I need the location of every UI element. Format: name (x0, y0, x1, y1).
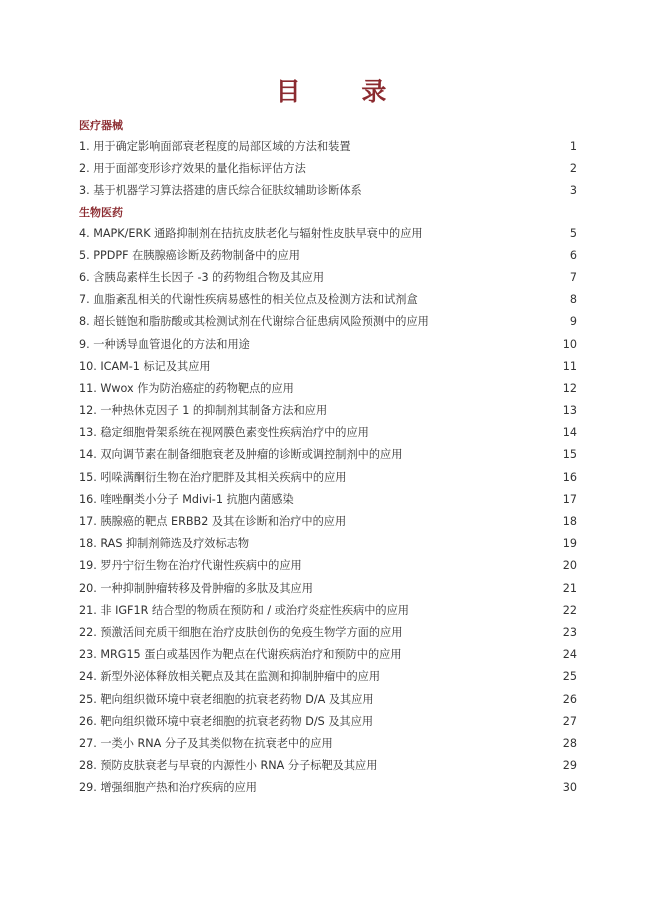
toc-entry-text: 11. Wwox 作为防治癌症的药物靶点的应用 (79, 381, 294, 395)
toc-entry-page: 22 (562, 603, 577, 617)
toc-entry-page: 2 (569, 162, 577, 176)
toc-entry[interactable] (79, 578, 577, 600)
toc-entry-text: 13. 稳定细胞骨架系统在视网膜色素变性疾病治疗中的应用 (79, 426, 369, 440)
toc-entry-page: 11 (562, 359, 577, 373)
toc-entry-text: 5. PPDPF 在胰腺癌诊断及药物制备中的应用 (79, 248, 300, 262)
toc-entry-page: 27 (562, 714, 577, 728)
toc-entry[interactable] (79, 467, 577, 489)
toc-entry[interactable] (79, 644, 577, 666)
toc-entry-text: 28. 预防皮肤衰老与早衰的内源性小 RNA 分子标靶及其应用 (79, 759, 378, 773)
toc-entry-text: 18. RAS 抑制剂筛选及疗效标志物 (79, 537, 250, 551)
toc-entry-text: 20. 一种抑制肿瘤转移及骨肿瘤的多肽及其应用 (79, 581, 313, 595)
toc-entry[interactable] (79, 444, 577, 466)
toc-entry-text: 4. MAPK/ERK 通路抑制剂在拮抗皮肤老化与辐射性皮肤早衰中的应用 (79, 226, 423, 240)
toc-entry-text: 24. 新型外泌体释放相关靶点及其在监测和抑制肿瘤中的应用 (79, 670, 381, 684)
toc-entry-page: 1 (569, 140, 577, 153)
toc-entry[interactable] (79, 334, 577, 356)
toc-entry[interactable] (79, 136, 577, 158)
section-heading-biomedicine: 生物医药 (79, 205, 123, 219)
toc-entry[interactable] (79, 267, 577, 289)
toc-entry[interactable] (79, 511, 577, 533)
toc-entry-page: 7 (569, 270, 577, 284)
toc-entry-text: 22. 预激活间充质干细胞在治疗皮肤创伤的免疫生物学方面的应用 (79, 625, 403, 639)
toc-entry[interactable] (79, 356, 577, 378)
toc-entry-text: 15. 吲哚满酮衍生物在治疗肥胖及其相关疾病中的应用 (79, 470, 347, 484)
toc-entry[interactable] (79, 777, 577, 799)
toc-entry-page: 15 (562, 448, 577, 462)
toc-entry[interactable] (79, 180, 577, 202)
toc-entry-text: 27. 一类小 RNA 分子及其类似物在抗衰老中的应用 (79, 736, 333, 750)
toc-entry-page: 5 (569, 226, 577, 240)
toc-entry-page: 25 (562, 670, 577, 684)
toc-entry-text: 9. 一种诱导血管退化的方法和用途 (79, 337, 250, 351)
toc-entry-page: 13 (562, 404, 577, 418)
toc-entry-page: 18 (562, 515, 577, 528)
toc-entry-text: 19. 罗丹宁衍生物在治疗代谢性疾病中的应用 (79, 559, 302, 573)
toc-entry-page: 29 (562, 759, 577, 773)
toc-entry-text: 10. ICAM-1 标记及其应用 (79, 359, 211, 373)
section-heading-medical-devices: 医疗器械 (79, 119, 123, 132)
toc-entry-page: 20 (562, 559, 577, 573)
toc-entry[interactable] (79, 533, 577, 555)
toc-entry[interactable] (79, 378, 577, 400)
toc-entry-page: 12 (562, 381, 577, 395)
toc-entry-text: 1. 用于确定影响面部衰老程度的局部区域的方法和装置 (79, 140, 351, 153)
toc-entry[interactable] (79, 733, 577, 755)
toc-entry[interactable] (79, 689, 577, 711)
toc-entry[interactable] (79, 711, 577, 733)
toc-entry-page: 19 (562, 537, 577, 551)
toc-entry-text: 26. 靶向组织微环境中衰老细胞的抗衰老药物 D/S 及其应用 (79, 714, 374, 728)
toc-entry-text: 23. MRG15 蛋白或基因作为靶点在代谢疾病治疗和预防中的应用 (79, 648, 402, 662)
toc-entry[interactable] (79, 289, 577, 311)
toc-entry[interactable] (79, 245, 577, 267)
toc-entry-page: 28 (562, 736, 577, 750)
toc-entry-text: 14. 双向调节素在制备细胞衰老及肿瘤的诊断或调控制剂中的应用 (79, 448, 403, 462)
toc-entry-text: 29. 增强细胞产热和治疗疾病的应用 (79, 781, 257, 795)
toc-entry-page: 24 (562, 648, 577, 662)
toc-entry-text: 2. 用于面部变形诊疗效果的量化指标评估方法 (79, 162, 306, 176)
toc-entry-page: 8 (569, 293, 577, 307)
toc-entry[interactable] (79, 223, 577, 245)
toc-entry-text: 8. 超长链饱和脂肪酸或其检测试剂在代谢综合征患病风险预测中的应用 (79, 315, 429, 329)
toc-entry-page: 10 (562, 337, 577, 351)
toc-entry[interactable] (79, 158, 577, 180)
toc-entry-page: 14 (562, 426, 577, 440)
toc-entry-text: 12. 一种热休克因子 1 的抑制剂其制备方法和应用 (79, 404, 328, 418)
toc-entry[interactable] (79, 400, 577, 422)
toc-entry-text: 3. 基于机器学习算法搭建的唐氏综合征肤纹辅助诊断体系 (79, 184, 362, 198)
toc-entry[interactable] (79, 489, 577, 511)
page-title: 目 录 (275, 77, 413, 106)
toc-entry-page: 3 (569, 184, 577, 198)
toc-entry[interactable] (79, 311, 577, 333)
toc-entry-page: 26 (562, 692, 577, 706)
toc-entry-text: 21. 非 IGF1R 结合型的物质在预防和 / 或治疗炎症性疾病中的应用 (79, 603, 409, 617)
toc-entry[interactable] (79, 422, 577, 444)
toc-entry[interactable] (79, 555, 577, 577)
toc-entry-text: 6. 含胰岛素样生长因子 -3 的药物组合物及其应用 (79, 270, 325, 284)
toc-entry[interactable] (79, 622, 577, 644)
toc-entry-page: 9 (569, 315, 577, 329)
toc-entry-page: 16 (562, 470, 577, 484)
table-of-contents (79, 116, 577, 799)
toc-entry-text: 7. 血脂紊乱相关的代谢性疾病易感性的相关位点及检测方法和试剂盒 (79, 293, 418, 307)
toc-entry[interactable] (79, 755, 577, 777)
toc-entry-text: 16. 喹唑酮类小分子 Mdivi-1 抗胞内菌感染 (79, 492, 294, 506)
toc-entry[interactable] (79, 666, 577, 688)
toc-entry-page: 30 (562, 781, 577, 795)
toc-entry-page: 23 (562, 625, 577, 639)
toc-entry-page: 6 (569, 248, 577, 262)
toc-entry-text: 17. 胰腺癌的靶点 ERBB2 及其在诊断和治疗中的应用 (79, 515, 347, 528)
toc-entry-text: 25. 靶向组织微环境中衰老细胞的抗衰老药物 D/A 及其应用 (79, 692, 374, 706)
toc-entry[interactable] (79, 600, 577, 622)
toc-entry-page: 17 (562, 492, 577, 506)
toc-entry-page: 21 (562, 581, 577, 595)
